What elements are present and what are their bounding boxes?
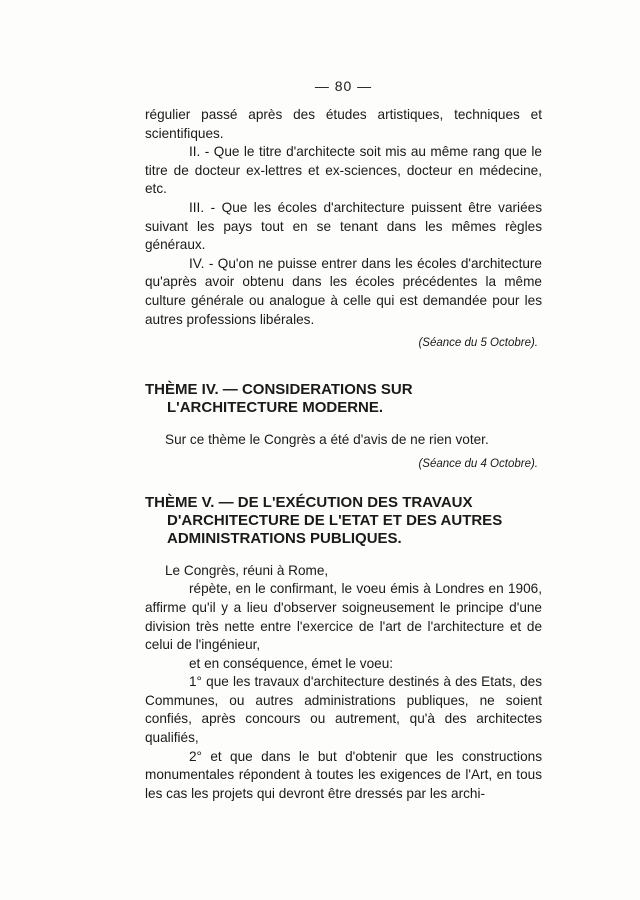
- theme-5-heading: [145, 494, 542, 548]
- theme-5-paragraph-1: répète, en le confirmant, le voeu émis à Londres en 1906, affirme qu'il y a lieu d'observer soigneusement le principe d'une division très nette entre l'exercice de l'art de l'architecture et de celui de l'ingénieur,: [145, 581, 542, 653]
- theme-4-heading-text: THÈME IV. — CONSIDERATIONS SUR L'ARCHITECTURE MODERNE.: [145, 381, 413, 417]
- theme-5-intro: Le Congrès, réuni à Rome,: [165, 562, 329, 578]
- theme-5-paragraph-2: et en conséquence, émet le voeu:: [189, 655, 394, 671]
- theme-5-heading-text: THÈME V. — DE L'EXÉCUTION DES TRAVAUX D'ARCHITECTURE DE L'ETAT ET DES AUTRES ADMINISTRATIONS PUBLIQUES.: [145, 493, 503, 547]
- theme-4-seance-date: (Séance du 4 Octobre).: [418, 457, 538, 470]
- theme-5-point-2: 2° et que dans le but d'obtenir que les constructions monumentales répondent à toutes les exigences de l'Art, en tous les cas les projets qui devront être dressés par les archi-: [145, 748, 542, 801]
- theme-4-heading: [145, 381, 542, 417]
- theme-4-text: Sur ce thème le Congrès a été d'avis de ne rien voter.: [165, 432, 489, 448]
- seance-date: (Séance du 5 Octobre).: [418, 337, 538, 350]
- resolution-point-3: III. - Que les écoles d'architecture puissent être variées suivant les pays tout en se tenant dans les mêmes règles généraux.: [145, 199, 542, 253]
- resolution-point-4: IV. - Qu'on ne puisse entrer dans les écoles d'architecture qu'après avoir obtenu dans les écoles précédentes la même culture générale ou analogue à celle qui est demandée pour les autres professions libérales.: [145, 255, 542, 327]
- theme-5-point-1: 1° que les travaux d'architecture destinés à des Etats, des Communes, ou autres administrations publiques, ne soient confiés, après concours ou autrement, qu'à des architectes qualifiés,: [145, 674, 542, 746]
- paragraph-continuation: régulier passé après des études artistiques, techniques et scientifiques.: [145, 107, 542, 141]
- page-number: — 80 —: [314, 78, 373, 94]
- resolution-point-2: II. - Que le titre d'architecte soit mis au même rang que le titre de docteur ex-lettres et ex-sciences, docteur en médecine, etc.: [145, 144, 542, 197]
